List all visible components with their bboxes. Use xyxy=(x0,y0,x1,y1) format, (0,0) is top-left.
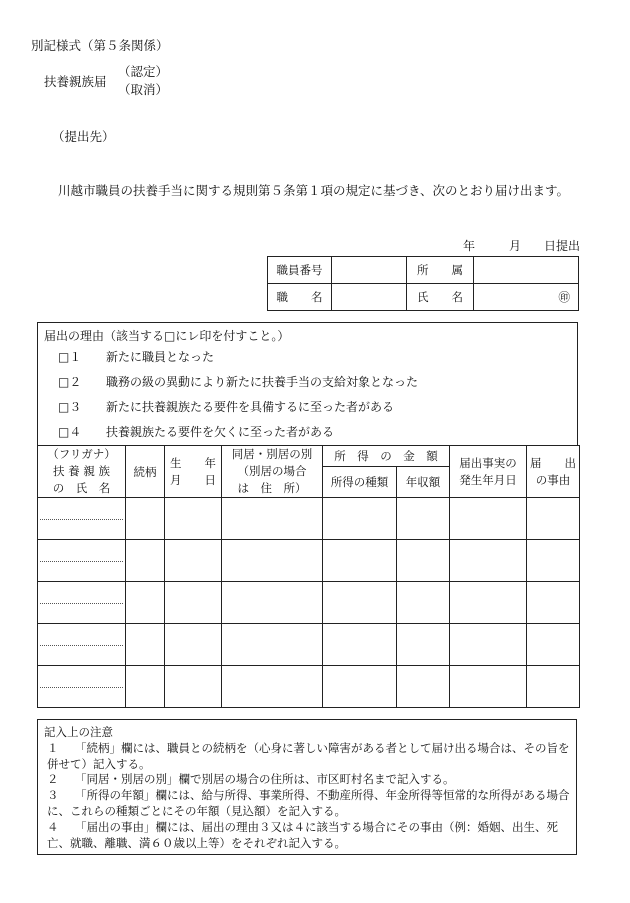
staff-info-table xyxy=(267,256,579,311)
income-amount-field[interactable] xyxy=(397,624,450,666)
income-type-field[interactable] xyxy=(323,540,397,582)
event-date-field[interactable] xyxy=(450,666,527,708)
header-relation: 続柄 xyxy=(126,446,165,498)
notes-box xyxy=(37,719,577,855)
form-title: 扶養親族届 xyxy=(44,74,107,89)
income-type-field[interactable] xyxy=(323,666,397,708)
reason-checkbox[interactable]: □３ xyxy=(58,400,82,414)
note-number: １ xyxy=(47,741,59,755)
event-date-field[interactable] xyxy=(450,624,527,666)
notes-heading: 記入上の注意 xyxy=(44,725,113,739)
header-reason xyxy=(527,446,580,498)
date-month: 月 xyxy=(509,239,522,253)
dependents-table xyxy=(37,445,580,708)
reason-item[interactable] xyxy=(58,373,418,390)
name-field[interactable] xyxy=(38,540,126,582)
income-type-field[interactable] xyxy=(323,498,397,540)
form-label: 別記様式（第５条関係） xyxy=(31,38,169,53)
header-income-type: 所得の種類 xyxy=(323,467,397,498)
reasons-heading: 届出の理由（該当する□にレ印を付すこと。） xyxy=(44,329,290,343)
table-row xyxy=(38,540,580,582)
position-label: 職 名 xyxy=(268,284,332,311)
name-field[interactable] xyxy=(474,284,579,311)
name-field[interactable] xyxy=(38,582,126,624)
reason-field[interactable] xyxy=(527,582,580,624)
header-event-date xyxy=(450,446,527,498)
relation-field[interactable] xyxy=(126,624,165,666)
income-amount-field[interactable] xyxy=(397,498,450,540)
form-type-approval: （認定） xyxy=(118,64,169,79)
header-birth-line2: 月 日 xyxy=(170,472,216,487)
name-field[interactable] xyxy=(38,498,126,540)
residence-field[interactable] xyxy=(222,582,323,624)
birth-field[interactable] xyxy=(165,624,222,666)
relation-field[interactable] xyxy=(126,582,165,624)
reason-checkbox[interactable]: □４ xyxy=(58,425,82,439)
birth-field[interactable] xyxy=(165,540,222,582)
reason-field[interactable] xyxy=(527,624,580,666)
table-row xyxy=(38,666,580,708)
income-amount-field[interactable] xyxy=(397,666,450,708)
reason-checkbox[interactable]: □２ xyxy=(58,375,82,389)
submit-to: （提出先） xyxy=(52,129,115,144)
residence-field[interactable] xyxy=(222,540,323,582)
note-text: 「届出の事由」欄には、届出の理由３又は４に該当する場合にその事由（例：婚姻、出生、死亡、就職、離職、満６０歳以上等）をそれぞれ記入する。 xyxy=(47,820,558,850)
income-type-field[interactable] xyxy=(323,624,397,666)
seal-mark: ㊞ xyxy=(558,290,570,304)
name-field[interactable] xyxy=(38,624,126,666)
relation-field[interactable] xyxy=(126,666,165,708)
header-birth-line1: 生 年 xyxy=(170,455,216,470)
header-birth xyxy=(165,446,222,498)
header-income: 所 得 の 金 額 xyxy=(323,446,450,467)
note-text: 「所得の年額」欄には、給与所得、事業所得、不動産所得、年金所得等恒常的な所得がある場合に、これらの種類ごとにその年額（見込額）を記入する。 xyxy=(47,788,570,818)
reason-text: 扶養親族たる要件を欠くに至った者がある xyxy=(106,425,335,439)
note-number: ３ xyxy=(47,788,59,802)
residence-field[interactable] xyxy=(222,624,323,666)
event-date-field[interactable] xyxy=(450,582,527,624)
header-residence-line2: （別居の場合 xyxy=(237,464,307,478)
relation-field[interactable] xyxy=(126,498,165,540)
header-income-amount: 年収額 xyxy=(397,467,450,498)
date-day: 日提出 xyxy=(544,239,581,253)
reason-text: 職務の級の異動により新たに扶養手当の支給対象となった xyxy=(106,375,419,389)
birth-field[interactable] xyxy=(165,666,222,708)
event-date-field[interactable] xyxy=(450,498,527,540)
header-event-date-line2: 発生年月日 xyxy=(459,472,517,487)
body-text: 川越市職員の扶養手当に関する規則第５条第１項の規定に基づき、次のとおり届け出ます。 xyxy=(58,183,570,198)
header-residence-line3: は 住 所） xyxy=(237,481,307,495)
event-date-field[interactable] xyxy=(450,540,527,582)
residence-field[interactable] xyxy=(222,666,323,708)
income-amount-field[interactable] xyxy=(397,540,450,582)
header-name xyxy=(38,446,126,498)
date-year: 年 xyxy=(463,239,476,253)
reason-text: 新たに職員となった xyxy=(106,350,215,364)
table-row xyxy=(38,582,580,624)
birth-field[interactable] xyxy=(165,582,222,624)
header-reason-line1: 届 出 xyxy=(530,455,576,470)
header-residence xyxy=(222,446,323,498)
note-item xyxy=(47,772,572,788)
residence-field[interactable] xyxy=(222,498,323,540)
income-amount-field[interactable] xyxy=(397,582,450,624)
staff-no-label: 職員番号 xyxy=(268,257,332,284)
header-name-line2: の 氏 名 xyxy=(52,481,111,495)
reason-checkbox[interactable]: □１ xyxy=(58,350,82,364)
reason-text: 新たに扶養親族たる要件を具備するに至った者がある xyxy=(106,400,395,414)
name-field[interactable] xyxy=(38,666,126,708)
dept-label: 所 属 xyxy=(407,257,474,284)
header-reason-line2: の事由 xyxy=(535,472,571,487)
table-row xyxy=(38,624,580,666)
note-item xyxy=(47,741,572,772)
header-furigana: （フリガナ） xyxy=(47,447,116,461)
reason-item[interactable] xyxy=(58,398,394,415)
reason-field[interactable] xyxy=(527,540,580,582)
reason-item[interactable] xyxy=(58,423,334,440)
reason-field[interactable] xyxy=(527,666,580,708)
note-number: ４ xyxy=(47,820,59,834)
birth-field[interactable] xyxy=(165,498,222,540)
note-number: ２ xyxy=(47,772,59,786)
relation-field[interactable] xyxy=(126,540,165,582)
header-event-date-line1: 届出事実の xyxy=(459,455,517,470)
staff-no-field[interactable] xyxy=(332,257,407,284)
dept-field[interactable] xyxy=(474,257,579,284)
note-text: 「同居・別居の別」欄で別居の場合の住所は、市区町村名まで記入する。 xyxy=(75,772,455,786)
table-row xyxy=(38,498,580,540)
reason-item[interactable] xyxy=(58,348,214,365)
note-item xyxy=(47,788,572,819)
position-field[interactable] xyxy=(332,284,407,311)
name-label: 氏 名 xyxy=(407,284,474,311)
form-type-cancel: （取消） xyxy=(118,82,169,97)
note-text: 「続柄」欄には、職員との続柄を（心身に著しい障害がある者として届け出る場合は、その旨を併せて）記入する。 xyxy=(47,741,570,771)
note-item xyxy=(47,820,572,851)
reason-field[interactable] xyxy=(527,498,580,540)
income-type-field[interactable] xyxy=(323,582,397,624)
header-residence-line1: 同居・別居の別 xyxy=(231,447,313,461)
header-name-line1: 扶 養 親 族 xyxy=(53,464,110,478)
